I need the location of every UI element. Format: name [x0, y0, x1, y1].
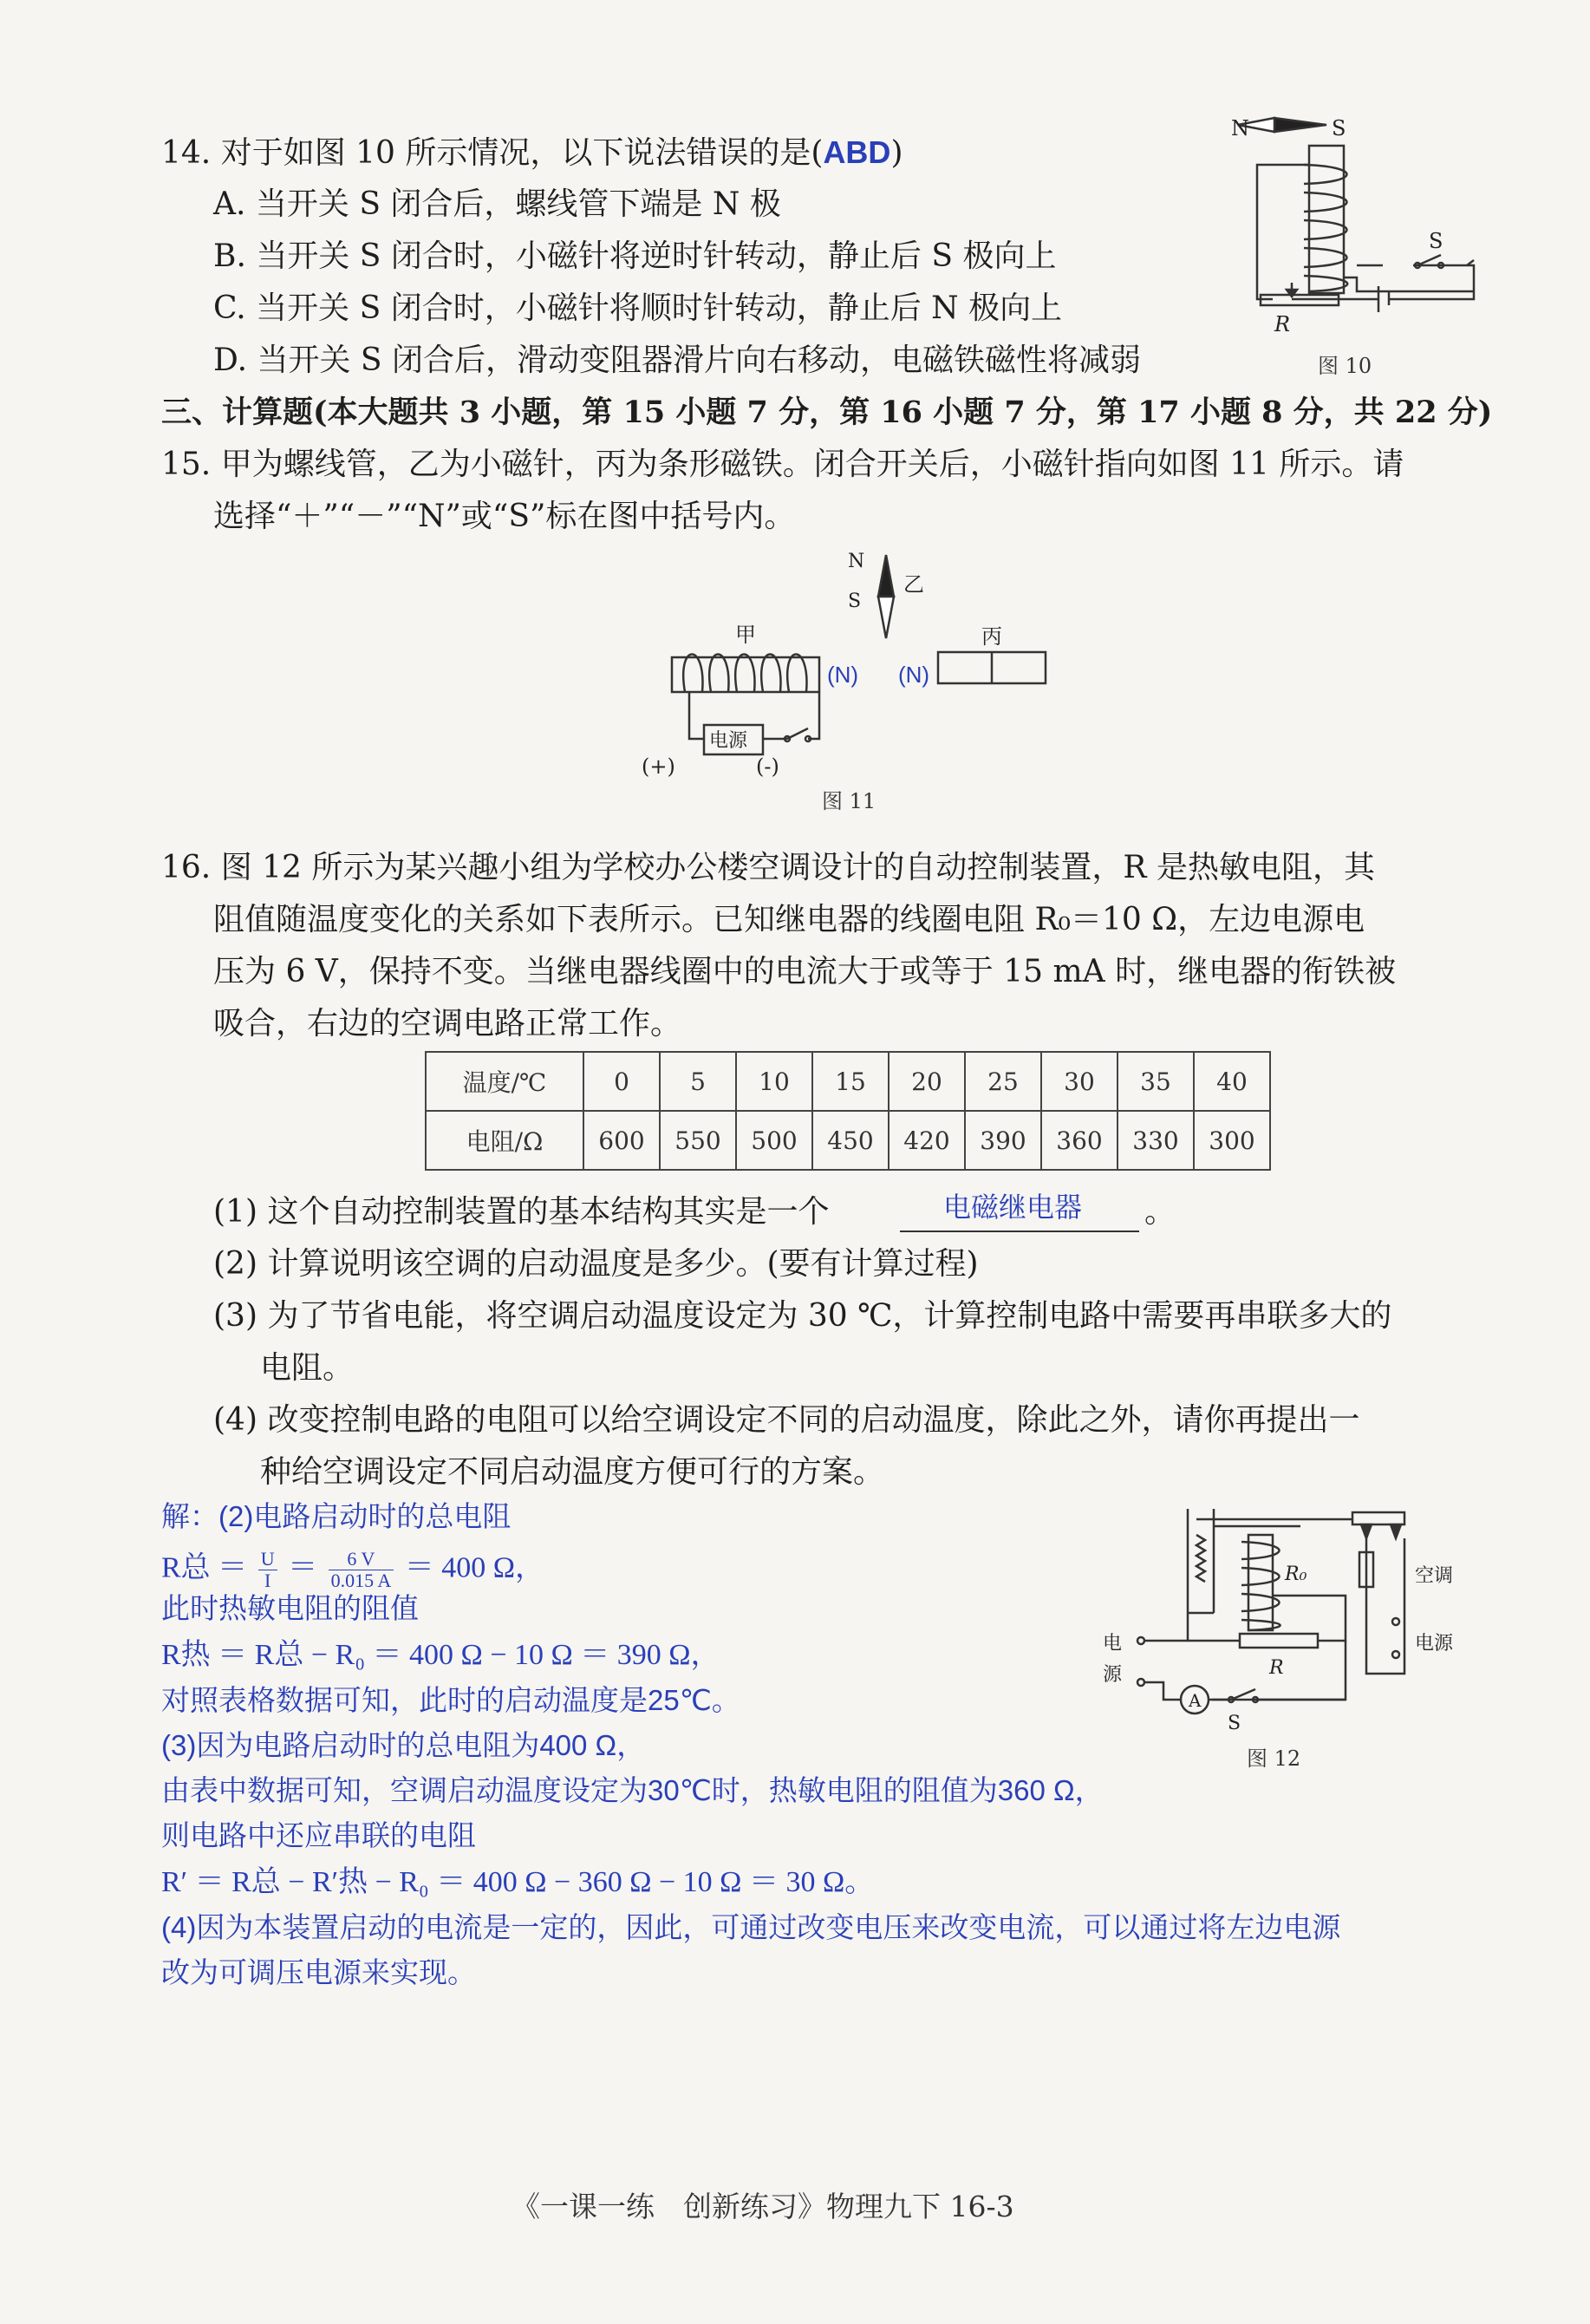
table-cell: 500: [736, 1111, 812, 1170]
fig11-caption: 图 11: [822, 789, 876, 813]
q15-line1: 15. 甲为螺线管，乙为小磁针，丙为条形磁铁。闭合开关后，小磁针指向如图 11 所示。请: [161, 447, 1404, 482]
solution-line-2: R总 ＝ $\frac{U}{I}$ ＝ $\frac{6 V}{0.015 A}$ ＝ 400 Ω，: [161, 1548, 545, 1592]
solution-line-3: 此时热敏电阻的阻值: [161, 1592, 419, 1624]
table-cell: 420: [889, 1111, 965, 1170]
q16-sub3-line2: 电阻。: [260, 1350, 355, 1386]
fig12-label-r: R: [1269, 1657, 1284, 1679]
q16-sub1-answer-blank: [900, 1231, 1139, 1232]
table-header-temperature: 温度/℃: [426, 1052, 583, 1111]
q14-option-b: B. 当开关 S 闭合时，小磁针将逆时针转动，静止后 S 极向上: [213, 238, 1057, 274]
q14-option-c: C. 当开关 S 闭合时，小磁针将顺时针转动，静止后 N 极向上: [213, 290, 1063, 326]
fig10-label-r: R: [1274, 312, 1291, 336]
fig11-label-bing: 丙: [981, 624, 1002, 649]
q16-sub1: (1) 这个自动控制装置的基本结构其实是一个: [213, 1194, 830, 1230]
table-cell: 20: [889, 1052, 965, 1111]
fig12-label-power-left-2: 源: [1103, 1664, 1123, 1686]
fig12-label-ammeter: A: [1189, 1690, 1202, 1711]
fig12-label-power-left-1: 电: [1103, 1633, 1123, 1655]
solution-line-7: 由表中数据可知，空调启动温度设定为30℃时，热敏电阻的阻值为360 Ω，: [161, 1774, 1104, 1806]
fig11-answer-plus: (+): [642, 754, 675, 779]
solution-line-11: 改为可调压电源来实现。: [161, 1956, 476, 1988]
q16-sub1-end: 。: [1144, 1194, 1176, 1230]
fig11-answer-solenoid-right: (N): [827, 662, 859, 688]
fraction-6v-over-current: $\frac{6 V}{0.015 A}$: [329, 1549, 394, 1591]
table-cell: 10: [736, 1052, 812, 1111]
fig12-label-switch: S: [1228, 1713, 1241, 1734]
fig11-answer-magnet-left: (N): [898, 662, 930, 688]
table-header-resistance: 电阻/Ω: [426, 1111, 583, 1170]
solution-line-4: R热 ＝ R总 − R₀ ＝ 400 Ω − 10 Ω ＝ 390 Ω，: [161, 1639, 720, 1671]
figure-10-diagram: [1231, 113, 1500, 390]
q16-line1: 16. 图 12 所示为某兴趣小组为学校办公楼空调设计的自动控制装置，R 是热敏电阻，其: [161, 850, 1375, 885]
fig11-label-s: S: [848, 591, 862, 612]
fig12-label-power-right: 电源: [1415, 1633, 1454, 1655]
table-row-resistance: [426, 1111, 1270, 1170]
table-cell: 15: [812, 1052, 889, 1111]
fraction-u-over-i: $\frac{U}{I}$: [258, 1549, 277, 1591]
solution-line-5: 对照表格数据可知，此时的启动温度是25℃。: [161, 1684, 740, 1716]
fig10-label-n: N: [1231, 116, 1249, 140]
table-cell: 300: [1194, 1111, 1270, 1170]
q16-sub4-line1: (4) 改变控制电路的电阻可以给空调设定不同的启动温度，除此之外，请你再提出一: [213, 1402, 1360, 1438]
table-cell: 30: [1041, 1052, 1118, 1111]
solution-line-9: R′ ＝ R总 − R′热 − R₀ ＝ 400 Ω − 360 Ω − 10 Ω ＝ 30 Ω。: [161, 1866, 875, 1898]
table-cell: 5: [660, 1052, 736, 1111]
solution-line-1: 解：(2)电路启动时的总电阻: [161, 1500, 512, 1532]
solution-line-8: 则电路中还应串联的电阻: [161, 1819, 476, 1851]
fig10-label-switch: S: [1429, 229, 1443, 253]
figure-11-diagram: [624, 546, 1075, 824]
fig11-answer-minus: (-): [756, 754, 779, 779]
fig11-label-n: N: [848, 551, 865, 572]
table-cell: 25: [965, 1052, 1041, 1111]
q16-sub4-line2: 种给空调设定不同启动温度方便可行的方案。: [260, 1454, 885, 1490]
table-cell: 330: [1118, 1111, 1194, 1170]
table-cell: 35: [1118, 1052, 1194, 1111]
q15-line2: 选择“＋”“－”“N”或“S”标在图中括号内。: [213, 499, 796, 534]
q14-stem: 14. 对于如图 10 所示情况，以下说法错误的是(ABD): [161, 134, 903, 171]
fig11-label-yi: 乙: [903, 572, 924, 597]
solution-line-10: (4)因为本装置启动的电流是一定的，因此，可通过改变电压来改变电流，可以通过将左边电源: [161, 1911, 1341, 1943]
q14-answer: ABD: [823, 134, 891, 170]
table-cell: 360: [1041, 1111, 1118, 1170]
page-footer: 《一课一练 创新练习》物理九下 16-3: [512, 2190, 1014, 2223]
table-cell: 0: [583, 1052, 660, 1111]
fig12-caption: 图 12: [1247, 1746, 1301, 1771]
fig10-caption: 图 10: [1318, 354, 1372, 378]
table-row-temperature: [426, 1052, 1270, 1111]
temperature-resistance-table: [425, 1051, 1271, 1171]
fig12-label-ac: 空调: [1415, 1565, 1454, 1587]
table-cell: 550: [660, 1111, 736, 1170]
q16-line4: 吸合，右边的空调电路正常工作。: [213, 1006, 682, 1041]
section3-title: 三、计算题(本大题共 3 小题，第 15 小题 7 分，第 16 小题 7 分，第 17 小题 8 分，共 22 分): [161, 395, 1493, 430]
q16-sub2: (2) 计算说明该空调的启动温度是多少。(要有计算过程): [213, 1246, 979, 1282]
q14-option-a: A. 当开关 S 闭合后，螺线管下端是 N 极: [213, 186, 781, 222]
fig10-label-s: S: [1332, 116, 1346, 140]
fig12-label-r0: R₀: [1285, 1563, 1307, 1585]
q14-option-d: D. 当开关 S 闭合后，滑动变阻器滑片向右移动，电磁铁磁性将减弱: [213, 343, 1142, 378]
q16-sub1-answer: 电磁继电器: [943, 1191, 1083, 1223]
q16-line2: 阻值随温度变化的关系如下表所示。已知继电器的线圈电阻 R₀＝10 Ω，左边电源电: [213, 902, 1365, 937]
fig11-label-jia: 甲: [735, 623, 756, 647]
q16-line3: 压为 6 V，保持不变。当继电器线圈中的电流大于或等于 15 mA 时，继电器的衔铁被: [213, 954, 1397, 989]
q16-sub3-line1: (3) 为了节省电能，将空调启动温度设定为 30 ℃，计算控制电路中需要再串联多大的: [213, 1298, 1392, 1334]
table-cell: 40: [1194, 1052, 1270, 1111]
fig11-label-power: 电源: [709, 730, 748, 752]
table-cell: 600: [583, 1111, 660, 1170]
solution-line-6: (3)因为电路启动时的总电阻为400 Ω，: [161, 1729, 646, 1761]
table-cell: 450: [812, 1111, 889, 1170]
table-cell: 390: [965, 1111, 1041, 1170]
figure-12-diagram: [1092, 1500, 1482, 1778]
